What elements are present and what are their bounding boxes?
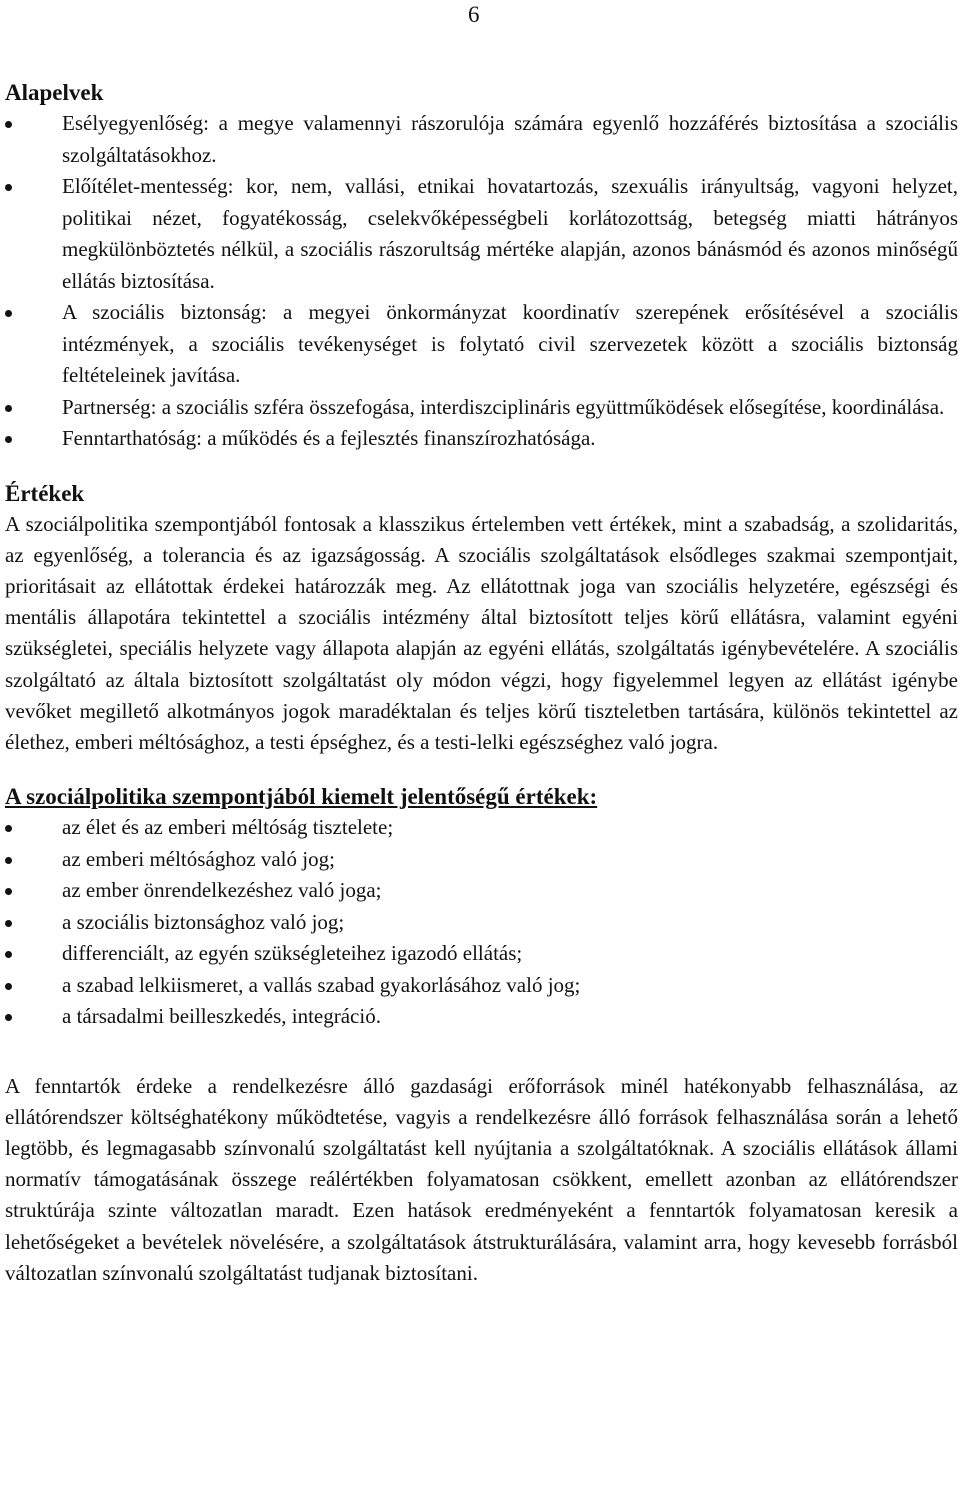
bullet-icon <box>5 920 12 927</box>
list-item-text: A szociális biztonság: a megyei önkormányzat koordinatív szerepének erősítésével a szociális intézmények, a szociális tevékenységet is folytató civil szervezetek között a szociális biztonság feltételeinek javítása. <box>62 300 958 387</box>
document-body <box>5 78 958 1289</box>
kiemelt-list <box>5 812 958 1033</box>
list-item-text: az ember önrendelkezéshez való joga; <box>62 878 382 903</box>
section-title-alapelvek: Alapelvek <box>5 80 104 105</box>
bullet-icon <box>5 1014 12 1021</box>
list-item <box>5 812 958 844</box>
bullet-icon <box>5 825 12 832</box>
list-item-text: az élet és az emberi méltóság tisztelete; <box>62 815 394 840</box>
list-item <box>5 938 958 970</box>
bullet-icon <box>5 184 12 191</box>
list-item-text: Esélyegyenlőség: a megye valamennyi rászorulója számára egyenlő hozzáférés biztosítása a szociális szolgáltatásokhoz. <box>62 111 958 167</box>
page-number: 6 <box>468 2 480 27</box>
bullet-icon <box>5 121 12 128</box>
list-item-text: a szociális biztonsághoz való jog; <box>62 909 345 934</box>
list-item <box>5 844 958 876</box>
list-item <box>5 108 958 171</box>
list-item-text: Előítélet-mentesség: kor, nem, vallási, etnikai hovatartozás, szexuális irányultság, vagyoni helyzet, politikai nézet, fogyatékosság, cselekvőképességbeli korlátozottság, betegség miatti hátrányos megkülönböztetés nélkül, a szociális rászorultság mértéke alapján, azonos bánásmód és azonos minőségű ellátás biztosítása. <box>62 174 958 293</box>
bullet-icon <box>5 951 12 958</box>
bullet-icon <box>5 983 12 990</box>
list-item-text: a szabad lelkiismeret, a vallás szabad gyakorlásához való jog; <box>62 972 581 997</box>
list-item-text: a társadalmi beilleszkedés, integráció. <box>62 1004 381 1029</box>
list-item-text: az emberi méltósághoz való jog; <box>62 846 335 871</box>
bullet-icon <box>5 436 12 443</box>
section-title-ertekek: Értékek <box>5 480 85 506</box>
bullet-icon <box>5 888 12 895</box>
list-item <box>5 907 958 939</box>
section-title-kiemelt: A szociálpolitika szempontjából kiemelt jelentőségű értékek: <box>5 784 598 810</box>
alapelvek-list <box>5 108 958 455</box>
list-item <box>5 1001 958 1033</box>
ertekek-paragraph: A szociálpolitika szempontjából fontosak a klasszikus értelemben vett értékek, mint a szabadság, a szolidaritás, az egyenlőség, a tolerancia és az igazságosság. A szociális szolgáltatások elsődleges szakmai szempontjait, prioritásait az ellátottak érdekei határozzák meg. Az ellátottnak joga van szociális helyzetére, egészségi és mentális állapotára tekintettel a szociális intézmény által biztosított teljes körű ellátásra, valamint egyéni szükségletei, speciális helyzete vagy állapota alapján az egyéni ellátás, szolgáltatás igénybevételére. A szociális szolgáltató az általa biztosított szolgáltatást oly módon végzi, hogy figyelemmel legyen az ellátást igénybe vevőket megillető alkotmányos jogok maradéktalan és teljes körű tiszteletben tartására, különös tekintettel az élethez, emberi méltósághoz, a testi épséghez, és a testi-lelki egészséghez való jogra. <box>5 511 958 754</box>
list-item <box>5 423 958 455</box>
list-item-text: Partnerség: a szociális szféra összefogása, interdiszciplináris együttműködések elősegítése, koordinálása. <box>62 394 945 419</box>
bullet-icon <box>5 857 12 864</box>
list-item <box>5 970 958 1002</box>
list-item <box>5 297 958 392</box>
list-item <box>5 171 958 297</box>
fenntartok-paragraph: A fenntartók érdeke a rendelkezésre álló gazdasági erőforrások minél hatékonyabb felhasználása, az ellátórendszer költséghatékony működtetése, vagyis a rendelkezésre álló források felhasználása során a lehető legtöbb, és legmagasabb színvonalú szolgáltatást kell nyújtania a szolgáltatóknak. A szociális ellátások állami normatív támogatásának összege reálértékben folyamatosan csökkent, emellett azonban az ellátórendszer struktúrája szinte változatlan maradt. Ezen hatások eredményeként a fenntartók folyamatosan keresik a lehetőségeket a bevételek növelésére, a szolgáltatások átstrukturálására, valamint arra, hogy kevesebb forrásból változatlan színvonalú szolgáltatást tudjanak biztosítani. <box>5 1073 958 1285</box>
list-item <box>5 875 958 907</box>
list-item <box>5 392 958 424</box>
list-item-text: Fenntarthatóság: a működés és a fejlesztés finanszírozhatósága. <box>62 426 596 450</box>
bullet-icon <box>5 310 12 317</box>
list-item-text: differenciált, az egyén szükségleteihez igazodó ellátás; <box>62 941 523 966</box>
bullet-icon <box>5 405 12 412</box>
